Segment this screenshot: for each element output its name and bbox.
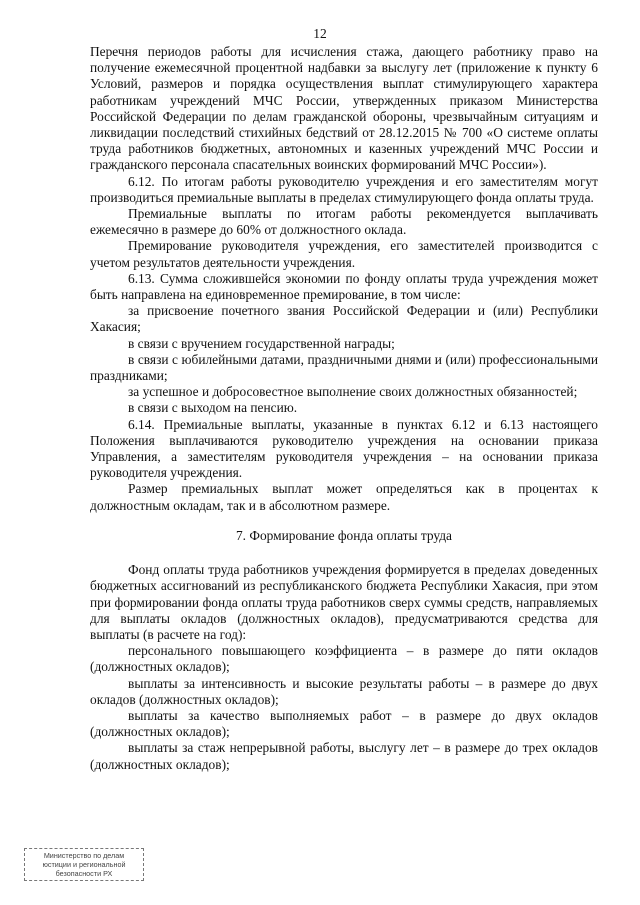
- paragraph-fund: Фонд оплаты труда работников учреждения формируется в пределах доведенных бюджетных ассигнований из республиканского бюджета Республики Хакасия, при этом при формировании фонда оплаты труда работников сверх суммы средств, направляемых для выплаты окладов (должностных окладов), предусматриваются средства для выплаты (в расчете на год):: [90, 562, 598, 642]
- stamp-line: безопасности РХ: [55, 869, 113, 878]
- page-number: 12: [313, 26, 327, 41]
- stamp-line: юстиции и региональной: [42, 860, 126, 869]
- stamp-line: Министерство по делам: [43, 851, 125, 860]
- list-item: персонального повышающего коэффициента – в размере до пяти окладов (должностных окладов);: [90, 643, 598, 675]
- registration-stamp: [24, 848, 144, 881]
- section-heading: 7. Формирование фонда оплаты труда: [235, 527, 453, 543]
- paragraph-bonus-size: Размер премиальных выплат может определяться как в процентах к должностным окладам, так и в абсолютном размере.: [90, 481, 598, 513]
- paragraph-6-14: 6.14. Премиальные выплаты, указанные в пунктах 6.12 и 6.13 настоящего Положения выплачиваются руководителю учреждения на основании приказа Управления, а заместителям руководителя учреждения – на основании приказа руководителя учреждения.: [90, 416, 598, 481]
- document-body: [90, 44, 598, 773]
- list-item: за присвоение почетного звания Российской Федерации и (или) Республики Хакасия;: [90, 303, 598, 335]
- list-item: выплаты за интенсивность и высокие результаты работы – в размере до двух окладов (должностных окладов);: [90, 675, 598, 707]
- list-item: в связи с юбилейными датами, праздничными днями и (или) профессиональными праздниками;: [90, 351, 598, 384]
- paragraph-6-12: 6.12. По итогам работы руководителю учреждения и его заместителям могут производиться премиальные выплаты в пределах стимулирующего фонда оплаты труда.: [90, 173, 598, 205]
- list-item: выплаты за стаж непрерывной работы, выслугу лет – в размере до трех окладов (должностных окладов);: [90, 740, 598, 772]
- list-item: в связи с вручением государственной награды;: [128, 335, 395, 351]
- paragraph-continuation: Перечня периодов работы для исчисления стажа, дающего работнику право на получение ежемесячной процентной надбавки за выслугу лет (приложение к пункту 6 Условий, размеров и порядка осуществления выплат стимулирующего характера работникам учреждений МЧС России, утвержденных приказом Министерства Российской Федерации по делам гражданской обороны, чрезвычайным ситуациям и ликвидации последствий стихийных бедствий от 28.12.2015 № 700 «О системе оплаты труда работников бюджетных, автономных и казенных учреждений МЧС России и гражданского персонала спасательных воинских формирований МЧС России»).: [90, 44, 598, 173]
- list-item: в связи с выходом на пенсию.: [128, 400, 298, 416]
- paragraph-bonus-rate: Премиальные выплаты по итогам работы рекомендуется выплачивать ежемесячно в размере до 60% от должностного оклада.: [90, 206, 598, 238]
- list-item: выплаты за качество выполняемых работ – в размере до двух окладов (должностных окладов);: [90, 707, 598, 740]
- paragraph-bonus-basis: Премирование руководителя учреждения, его заместителей производится с учетом результатов деятельности учреждения.: [90, 238, 598, 270]
- list-item: за успешное и добросовестное выполнение своих должностных обязанностей;: [128, 384, 578, 400]
- paragraph-6-13: 6.13. Сумма сложившейся экономии по фонду оплаты труда учреждения может быть направлена на единовременное премирование, в том числе:: [90, 270, 598, 303]
